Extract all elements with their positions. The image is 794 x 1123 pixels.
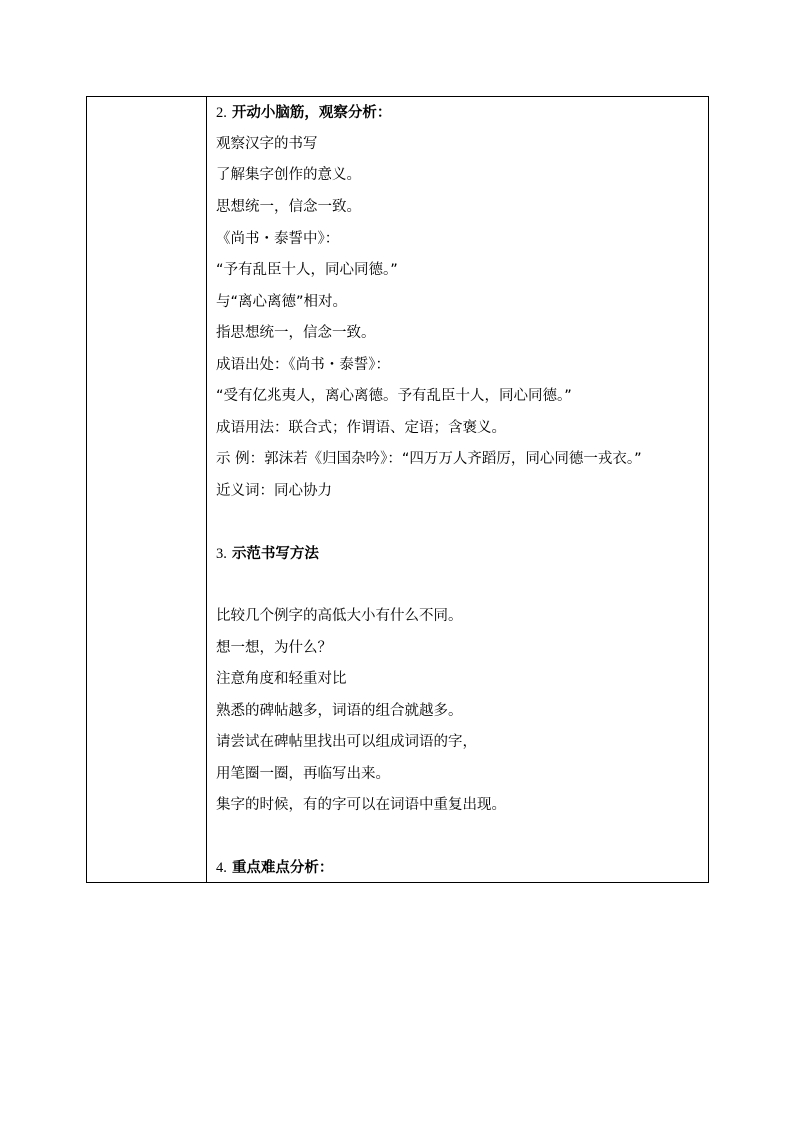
section-2-line: 示 例：郭沫若《归国杂吟》：“四万万人齐蹈厉，同心同德一戎衣。” <box>216 451 642 467</box>
section-2-line: 成语出处：《尚书・泰誓》： <box>216 357 390 373</box>
section-2-line: 了解集字创作的意义。 <box>216 167 361 183</box>
section-4-heading <box>216 859 333 877</box>
section-3-line: 比较几个例字的高低大小有什么不同。 <box>216 608 463 624</box>
section-3-line: 用笔圈一圈，再临写出来。 <box>216 766 390 782</box>
section-2-line: 《尚书・泰誓中》： <box>216 231 340 247</box>
section-3-heading <box>216 545 319 563</box>
table-column-divider <box>206 97 207 882</box>
section-2-line: 与“离心离德”相对。 <box>216 294 348 310</box>
section-2-line: 指思想统一，信念一致。 <box>216 325 376 341</box>
section-2-number: 2. <box>216 105 227 121</box>
section-2-line: “予有乱臣十人，同心同德。” <box>216 262 398 278</box>
section-2-title: 开动小脑筋，观察分析： <box>231 104 392 121</box>
section-2-line: “受有亿兆夷人，离心离德。予有乱臣十人，同心同德。” <box>216 388 572 404</box>
section-3-line: 注意角度和轻重对比 <box>216 671 347 687</box>
section-4-title: 重点难点分析： <box>231 859 334 876</box>
section-3-line: 集字的时候，有的字可以在词语中重复出现。 <box>216 797 506 813</box>
section-2-line: 成语用法：联合式；作谓语、定语；含褒义。 <box>216 420 506 436</box>
section-2-heading <box>216 104 391 122</box>
section-3-title: 示范书写方法 <box>231 545 319 562</box>
section-3-line: 请尝试在碑帖里找出可以组成词语的字， <box>216 734 477 750</box>
section-3-line: 想一想，为什么？ <box>216 640 332 656</box>
section-3-number: 3. <box>216 546 227 562</box>
section-4-number: 4. <box>216 860 227 876</box>
section-2-line: 观察汉字的书写 <box>216 136 318 152</box>
section-2-line: 思想统一，信念一致。 <box>216 199 361 215</box>
section-2-line: 近义词：同心协力 <box>216 483 332 499</box>
lesson-table <box>86 96 709 883</box>
section-3-line: 熟悉的碑帖越多，词语的组合就越多。 <box>216 703 463 719</box>
